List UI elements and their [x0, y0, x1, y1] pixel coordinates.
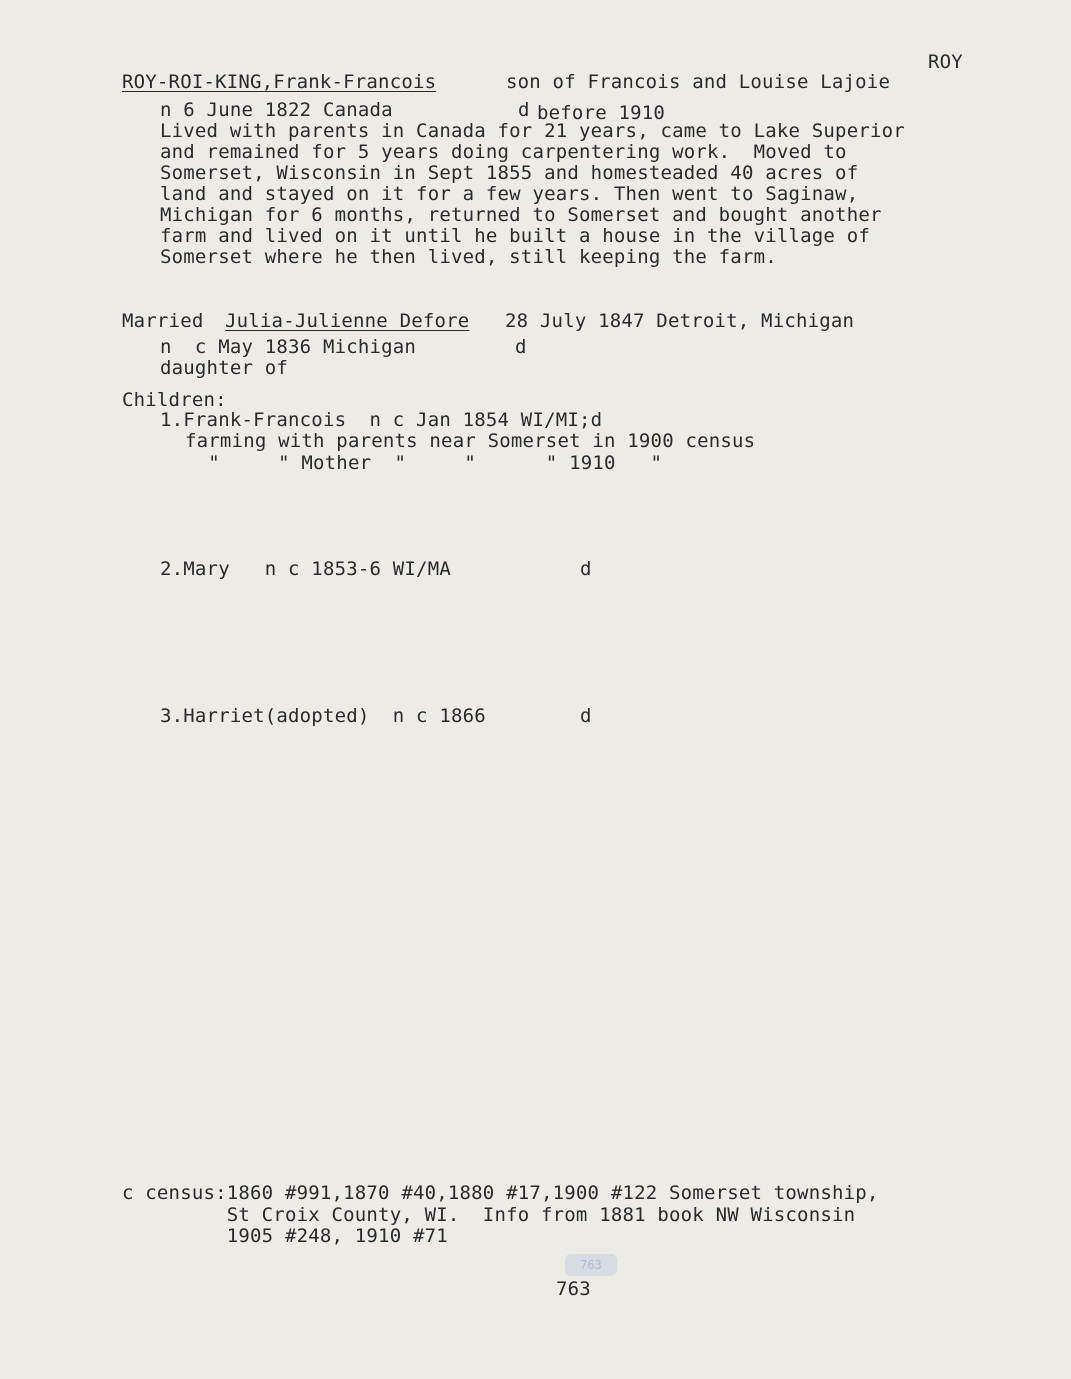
page-number: 763	[556, 1278, 591, 1300]
bio-line: Lived with parents in Canada for 21 years, came to Lake Superior	[160, 120, 905, 142]
spouse-name: Julia-Julienne Defore	[225, 310, 470, 332]
subject-birth: n 6 June 1822 Canada	[160, 99, 393, 121]
subject-death-prefix: d	[518, 99, 530, 121]
marriage-label: Married	[122, 310, 204, 332]
child-1: 1.Frank-Francois n c Jan 1854 WI/MI;d	[160, 409, 603, 431]
faint-stamp: 763	[565, 1254, 617, 1276]
child-3-death: d	[580, 705, 592, 727]
bio-line: and remained for 5 years doing carpentering work. Moved to	[160, 141, 847, 163]
census-line: c census:1860 #991,1870 #40,1880 #17,1900 #122 Somerset township,	[122, 1182, 879, 1204]
child-1-note: " " Mother " " " 1910 "	[185, 452, 663, 474]
bio-line: farm and lived on it until he built a house in the village of	[160, 225, 870, 247]
subject-parents: son of Francois and Louise Lajoie	[506, 71, 891, 93]
children-label: Children:	[122, 389, 227, 411]
subject-death: before 1910	[537, 102, 666, 124]
surname-tag: ROY	[928, 51, 963, 73]
spouse-parents: daughter of	[160, 357, 289, 379]
child-2-death: d	[580, 558, 592, 580]
census-line: St Croix County, WI. Info from 1881 book NW Wisconsin	[122, 1204, 856, 1226]
bio-line: land and stayed on it for a few years. Then went to Saginaw,	[160, 183, 859, 205]
marriage-details: 28 July 1847 Detroit, Michigan	[505, 310, 855, 332]
bio-line: Somerset where he then lived, still keeping the farm.	[160, 246, 777, 268]
subject-name: ROY-ROI-KING,Frank-Francois	[122, 71, 437, 93]
spouse-birth: n c May 1836 Michigan	[160, 336, 417, 358]
child-2: 2.Mary n c 1853-6 WI/MA	[160, 558, 451, 580]
spouse-death: d	[515, 336, 527, 358]
child-3: 3.Harriet(adopted) n c 1866	[160, 705, 486, 727]
child-1-note: farming with parents near Somerset in 1900 census	[185, 430, 756, 452]
bio-line: Somerset, Wisconsin in Sept 1855 and homesteaded 40 acres of	[160, 162, 859, 184]
census-line: 1905 #248, 1910 #71	[122, 1225, 448, 1247]
bio-line: Michigan for 6 months, returned to Somerset and bought another	[160, 204, 882, 226]
